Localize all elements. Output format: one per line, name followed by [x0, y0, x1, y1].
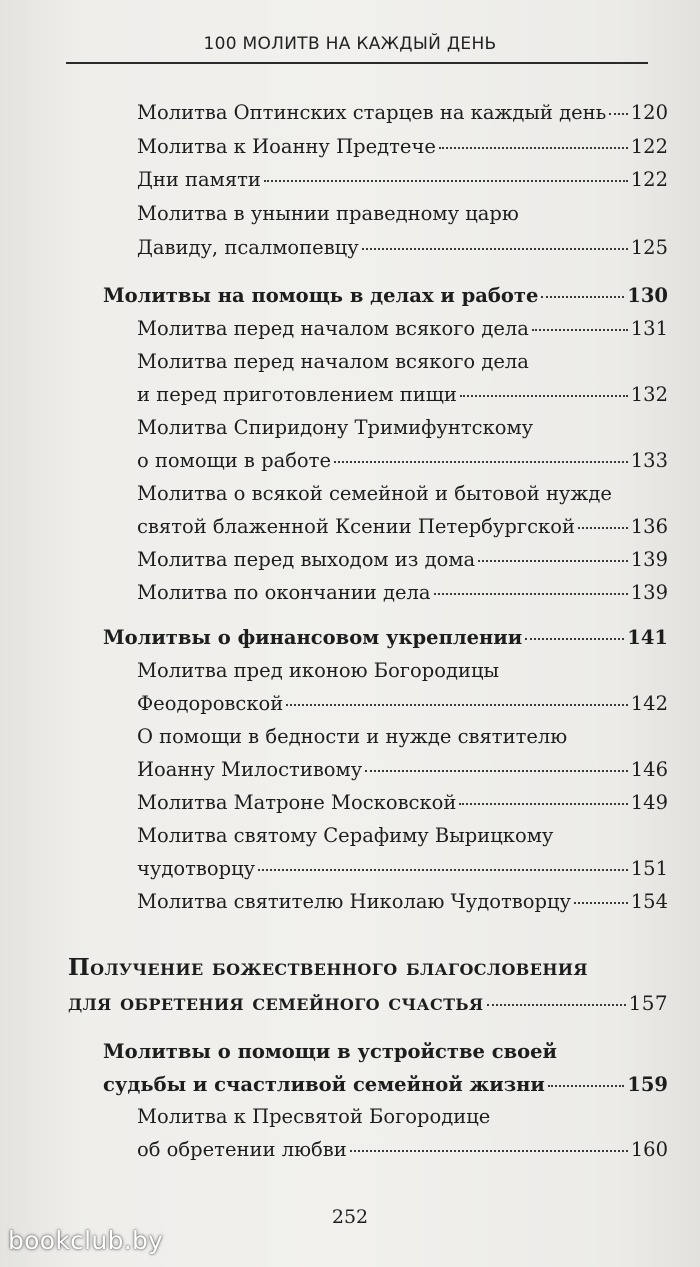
- toc-title: для обретения семейного счастья: [68, 989, 484, 1016]
- toc-page-number: 157: [628, 991, 668, 1015]
- toc-page-number: 122: [630, 135, 668, 158]
- dot-leader: [532, 329, 628, 331]
- dot-leader: [609, 113, 627, 115]
- toc-page-number: 160: [630, 1138, 668, 1161]
- toc-title: о помощи в работе: [137, 449, 332, 472]
- dot-leader: [459, 803, 627, 805]
- toc-entry-line: [137, 317, 668, 340]
- toc-page-number: 141: [627, 626, 668, 649]
- dot-leader: [362, 248, 628, 250]
- toc-page-number: 139: [630, 548, 668, 571]
- toc-title: Молитва Оптинских старцев на каждый день: [137, 101, 607, 124]
- dot-leader: [258, 869, 628, 871]
- header-rule: [66, 62, 648, 64]
- dot-leader: [541, 296, 624, 298]
- toc-page-number: 136: [630, 515, 668, 538]
- toc-page-number: 122: [630, 168, 668, 191]
- toc-title: Молитва перед выходом из дома: [137, 548, 476, 571]
- toc-title: Молитва к Иоанну Предтече: [137, 135, 436, 158]
- toc-title: Молитва к Пресвятой Богородице: [137, 1105, 491, 1128]
- toc-page-number: 133: [630, 449, 668, 472]
- toc-title: об обретении любви: [137, 1138, 347, 1161]
- running-head: 100 МОЛИТВ НА КАЖДЫЙ ДЕНЬ: [203, 34, 497, 54]
- watermark: bookclub.by: [8, 1226, 164, 1255]
- toc-page-number: 146: [630, 758, 668, 781]
- toc-entry-line: [137, 383, 668, 406]
- toc-section-line: [103, 1073, 668, 1096]
- dot-leader: [264, 180, 628, 182]
- toc-entry-line: [137, 692, 668, 715]
- toc-entry-line: [137, 202, 519, 225]
- toc-entry-line: [137, 857, 668, 880]
- toc-page-number: 130: [627, 284, 668, 307]
- toc-entry-line: [137, 725, 567, 748]
- toc-title: святой блаженной Ксении Петербургской: [137, 515, 575, 538]
- toc-entry-line: [137, 168, 668, 191]
- toc-title: Получение божественного благословения: [68, 954, 588, 981]
- toc-title: Молитва святому Серафиму Вырицкому: [137, 824, 554, 847]
- toc-title: Молитва перед началом всякого дела: [137, 317, 529, 340]
- toc-page-number: 159: [627, 1073, 668, 1096]
- toc-title: Молитвы на помощь в делах и работе: [103, 284, 539, 307]
- toc-entry-line: [137, 758, 668, 781]
- dot-leader: [439, 147, 628, 149]
- toc-entry-line: [137, 581, 668, 604]
- toc-section-line: [103, 626, 668, 649]
- dot-leader: [350, 1150, 628, 1152]
- dot-leader: [487, 1004, 626, 1006]
- toc-entry-line: [137, 101, 668, 124]
- toc-page-number: 154: [630, 890, 668, 913]
- toc-title: Молитва перед началом всякого дела: [137, 350, 529, 373]
- toc-title: судьбы и счастливой семейной жизни: [103, 1073, 545, 1096]
- toc-part-line: [68, 989, 668, 1016]
- toc-section-line: [103, 284, 668, 307]
- page-number: 252: [331, 1206, 369, 1228]
- toc-title: Молитва по окончании дела: [137, 581, 431, 604]
- toc-entry-line: [137, 449, 668, 472]
- toc-entry-line: [137, 824, 553, 847]
- dot-leader: [286, 704, 628, 706]
- toc-title: Иоанну Милостивому: [137, 758, 363, 781]
- toc-entry-line: [137, 1138, 668, 1161]
- dot-leader: [434, 593, 628, 595]
- toc-title: Феодоровской: [137, 692, 284, 715]
- toc-entry-line: [137, 659, 499, 682]
- toc-entry-line: [137, 791, 668, 814]
- dot-leader: [548, 1085, 624, 1087]
- toc-entry-line: [137, 135, 668, 158]
- toc-part-line: [68, 954, 588, 981]
- toc-title: чудотворцу: [137, 857, 256, 880]
- dot-leader: [460, 395, 628, 397]
- toc-title: Молитва Спиридону Тримифунтскому: [137, 416, 534, 439]
- toc-title: Молитва пред иконою Богородицы: [137, 659, 500, 682]
- toc-entry-line: [137, 350, 529, 373]
- toc-page-number: 125: [630, 236, 668, 259]
- toc-title: Молитва святителю Николаю Чудотворцу: [137, 890, 571, 913]
- toc-page-number: 142: [630, 692, 668, 715]
- toc-title: Молитва Матроне Московской: [137, 791, 457, 814]
- toc-page-number: 132: [630, 383, 668, 406]
- toc-page-number: 151: [630, 857, 668, 880]
- toc-section-line: [103, 1040, 557, 1063]
- dot-leader: [478, 560, 628, 562]
- toc-title: Давиду, псалмопевцу: [137, 236, 359, 259]
- toc-page-number: 149: [630, 791, 668, 814]
- toc-entry-line: [137, 236, 668, 259]
- toc-page-number: 139: [630, 581, 668, 604]
- toc-page-number: 120: [630, 101, 668, 124]
- toc-title: Молитва в унынии праведному царю: [137, 202, 519, 225]
- dot-leader: [574, 902, 628, 904]
- dot-leader: [525, 638, 624, 640]
- toc-title: Молитвы о помощи в устройстве своей: [103, 1040, 558, 1063]
- toc-title: Молитвы о финансовом укреплении: [103, 626, 523, 649]
- toc-title: О помощи в бедности и нужде святителю: [137, 725, 568, 748]
- toc-entry-line: [137, 548, 668, 571]
- toc-entry-line: [137, 515, 668, 538]
- toc-title: Дни памяти: [137, 168, 261, 191]
- toc-entry-line: [137, 1105, 490, 1128]
- toc-title: и перед приготовлением пищи: [137, 383, 457, 406]
- dot-leader: [365, 770, 628, 772]
- toc-title: Молитва о всякой семейной и бытовой нужде: [137, 482, 612, 505]
- dot-leader: [578, 527, 628, 529]
- toc-entry-line: [137, 482, 612, 505]
- dot-leader: [334, 461, 628, 463]
- toc-entry-line: [137, 890, 668, 913]
- toc-entry-line: [137, 416, 533, 439]
- toc-page-number: 131: [630, 317, 668, 340]
